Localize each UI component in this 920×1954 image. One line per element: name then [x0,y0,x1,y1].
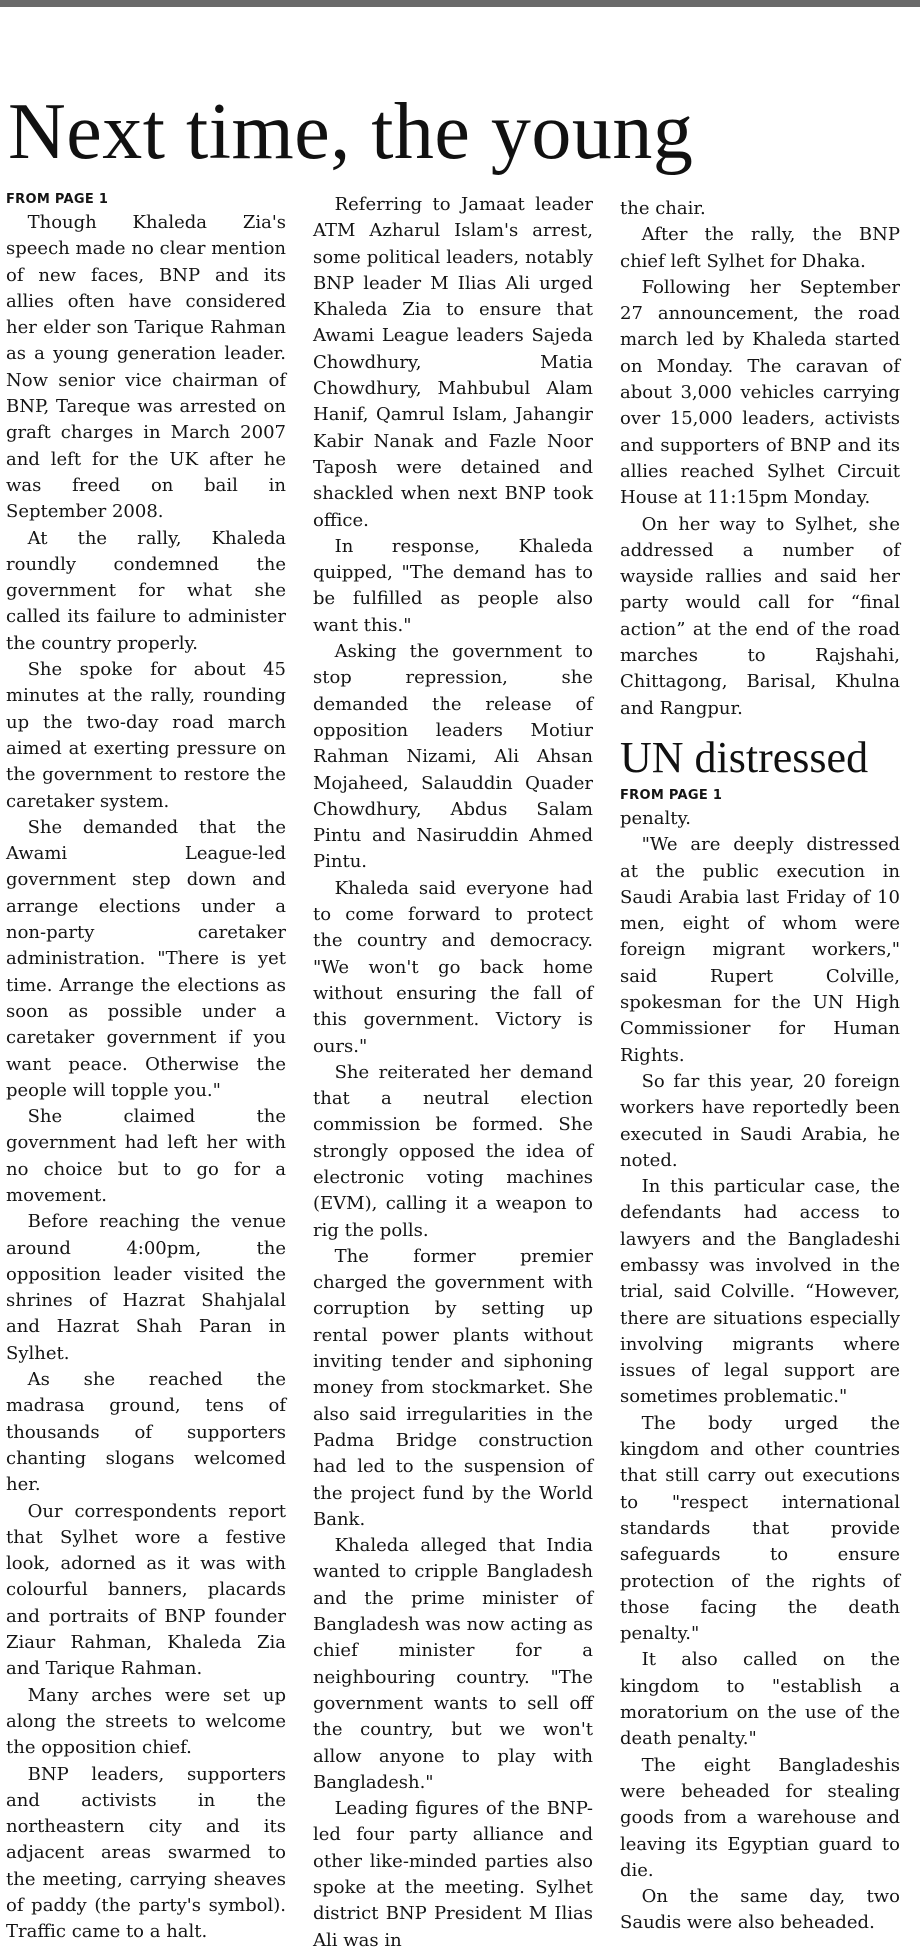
paragraph: In this particular case, the defendants had access to lawyers and the Bangladeshi embassy was involved in the trial, said Colville. “However, there are situations especially involving migrants where issues of legal support are sometimes problematic." [620,1176,900,1408]
paragraph: She reiterated her demand that a neutral election commission be formed. She strongly opposed the idea of electronic voting machines (EVM), calling it a weapon to rig the polls. [313,1061,593,1241]
paragraph: She claimed the government had left her with no choice but to go for a movement. [6,1106,286,1206]
article-column-1 [6,192,286,1946]
paragraph: On the same day, two Saudis were also beheaded. [620,1886,900,1934]
paragraph: Leading figures of the BNP-led four party alliance and other like-minded parties also spoke at the meeting. Sylhet district BNP President M Ilias Ali was in [313,1798,593,1951]
paragraph: So far this year, 20 foreign workers have reportedly been executed in Saudi Arabia, he noted. [620,1070,900,1171]
paragraph: It also called on the kingdom to "establish a moratorium on the use of the death penalty." [620,1649,900,1750]
paragraph: As she reached the madrasa ground, tens of thousands of supporters chanting slogans welcomed her. [6,1369,286,1496]
paragraph: The former premier charged the government with corruption by setting up rental power plants without inviting tender and siphoning money from stockmarket. She also said irregularities in the Padma Bridge construction had led to the suspension of the project fund by the World Bank. [313,1245,593,1530]
main-headline: Next time, the young [8,88,694,176]
paragraph: Khaleda alleged that India wanted to cripple Bangladesh and the prime minister of Bangladesh was now acting as chief minister for a neighbouring country. "The government wants to sell off the country, but we won't allow anyone to play with Bangladesh." [313,1535,593,1793]
continuation-kicker: FROM PAGE 1 [6,192,109,207]
paragraph: At the rally, Khaleda roundly condemned the government for what she called its failure to administer the country properly. [6,527,286,654]
paragraph: the chair. [620,198,706,219]
paragraph: The body urged the kingdom and other countries that still carry out executions to "respect international standards that provide safeguards to ensure protection of the rights of those facing the death penalty." [620,1412,900,1645]
paragraph: In response, Khaleda quipped, "The demand has to be fulfilled as people also want this." [313,535,593,636]
paragraph: The eight Bangladeshis were beheaded for stealing goods from a warehouse and leaving its Egyptian guard to die. [620,1754,900,1881]
paragraph: She demanded that the Awami League-led government step down and arrange elections under a non-party caretaker administration. "There is yet time. Arrange the elections as soon as possible under a caretaker government if you want peace. Otherwise the people will topple you." [6,816,286,1101]
paragraph: Before reaching the venue around 4:00pm, the opposition leader visited the shrines of Hazrat Shahjalal and Hazrat Shah Paran in Sylhet. [6,1211,286,1364]
paragraph: penalty. [620,807,691,829]
paragraph: She spoke for about 45 minutes at the rally, rounding up the two-day road march aimed at exerting pressure on the government to restore the caretaker system. [6,659,286,812]
continuation-kicker: FROM PAGE 1 [620,787,723,803]
paragraph: Asking the government to stop repression, she demanded the release of opposition leaders Motiur Rahman Nizami, Ali Ahsan Mojaheed, Salauddin Quader Chowdhury, Abdus Salam Pintu and Nasiruddin Ahmed Pintu. [313,641,593,873]
paragraph: On her way to Sylhet, she addressed a number of wayside rallies and said her party would call for “final action” at the end of the road marches to Rajshahi, Chittagong, Barisal, Khulna and Rangpur. [620,513,900,719]
paragraph: Though Khaleda Zia's speech made no clear mention of new faces, BNP and its allies often have considered her elder son Tarique Rahman as a young generation leader. Now senior vice chairman of BNP, Tareque was arrested on graft charges in March 2007 and left for the UK after he was freed on bail in September 2008. [6,212,286,523]
paragraph: "We are deeply distressed at the public execution in Saudi Arabia last Friday of 10 men, eight of whom were foreign migrant workers," said Rupert Colville, spokesman for the UN High Commissioner for Human Rights. [620,834,900,1066]
paragraph: Many arches were set up along the streets to welcome the opposition chief. [6,1684,286,1759]
top-rule [0,0,920,7]
paragraph: After the rally, the BNP chief left Sylhet for Dhaka. [620,224,900,272]
paragraph: Following her September 27 announcement, the road march led by Khaleda started on Monday. The caravan of about 3,000 vehicles carrying over 15,000 leaders, activists and supporters of BNP and its allies reached Sylhet Circuit House at 11:15pm Monday. [620,276,900,509]
paragraph: Our correspondents report that Sylhet wore a festive look, adorned as it was with colourful banners, placards and portraits of BNP founder Ziaur Rahman, Khaleda Zia and Tarique Rahman. [6,1500,286,1680]
paragraph: Khaleda said everyone had to come forward to protect the country and democracy. "We won't go back home without ensuring the fall of this government. Victory is ours." [313,877,593,1057]
article-column-2 [313,192,593,1954]
paragraph: BNP leaders, supporters and activists in the northeastern city and its adjacent areas swarmed to the meeting, carrying sheaves of paddy (the party's symbol). Traffic came to a halt. [6,1763,286,1943]
second-headline: UN distressed [620,732,869,782]
paragraph: Referring to Jamaat leader ATM Azharul Islam's arrest, some political leaders, notably BNP leader M Ilias Ali urged Khaleda Zia to ensure that Awami League leaders Sajeda Chowdhury, Matia Chowdhury, Mahbubul Alam Hanif, Qamrul Islam, Jahangir Kabir Nanak and Fazle Noor Taposh were detained and shackled when next BNP took office. [313,194,593,531]
article-column-3 [620,196,900,1937]
